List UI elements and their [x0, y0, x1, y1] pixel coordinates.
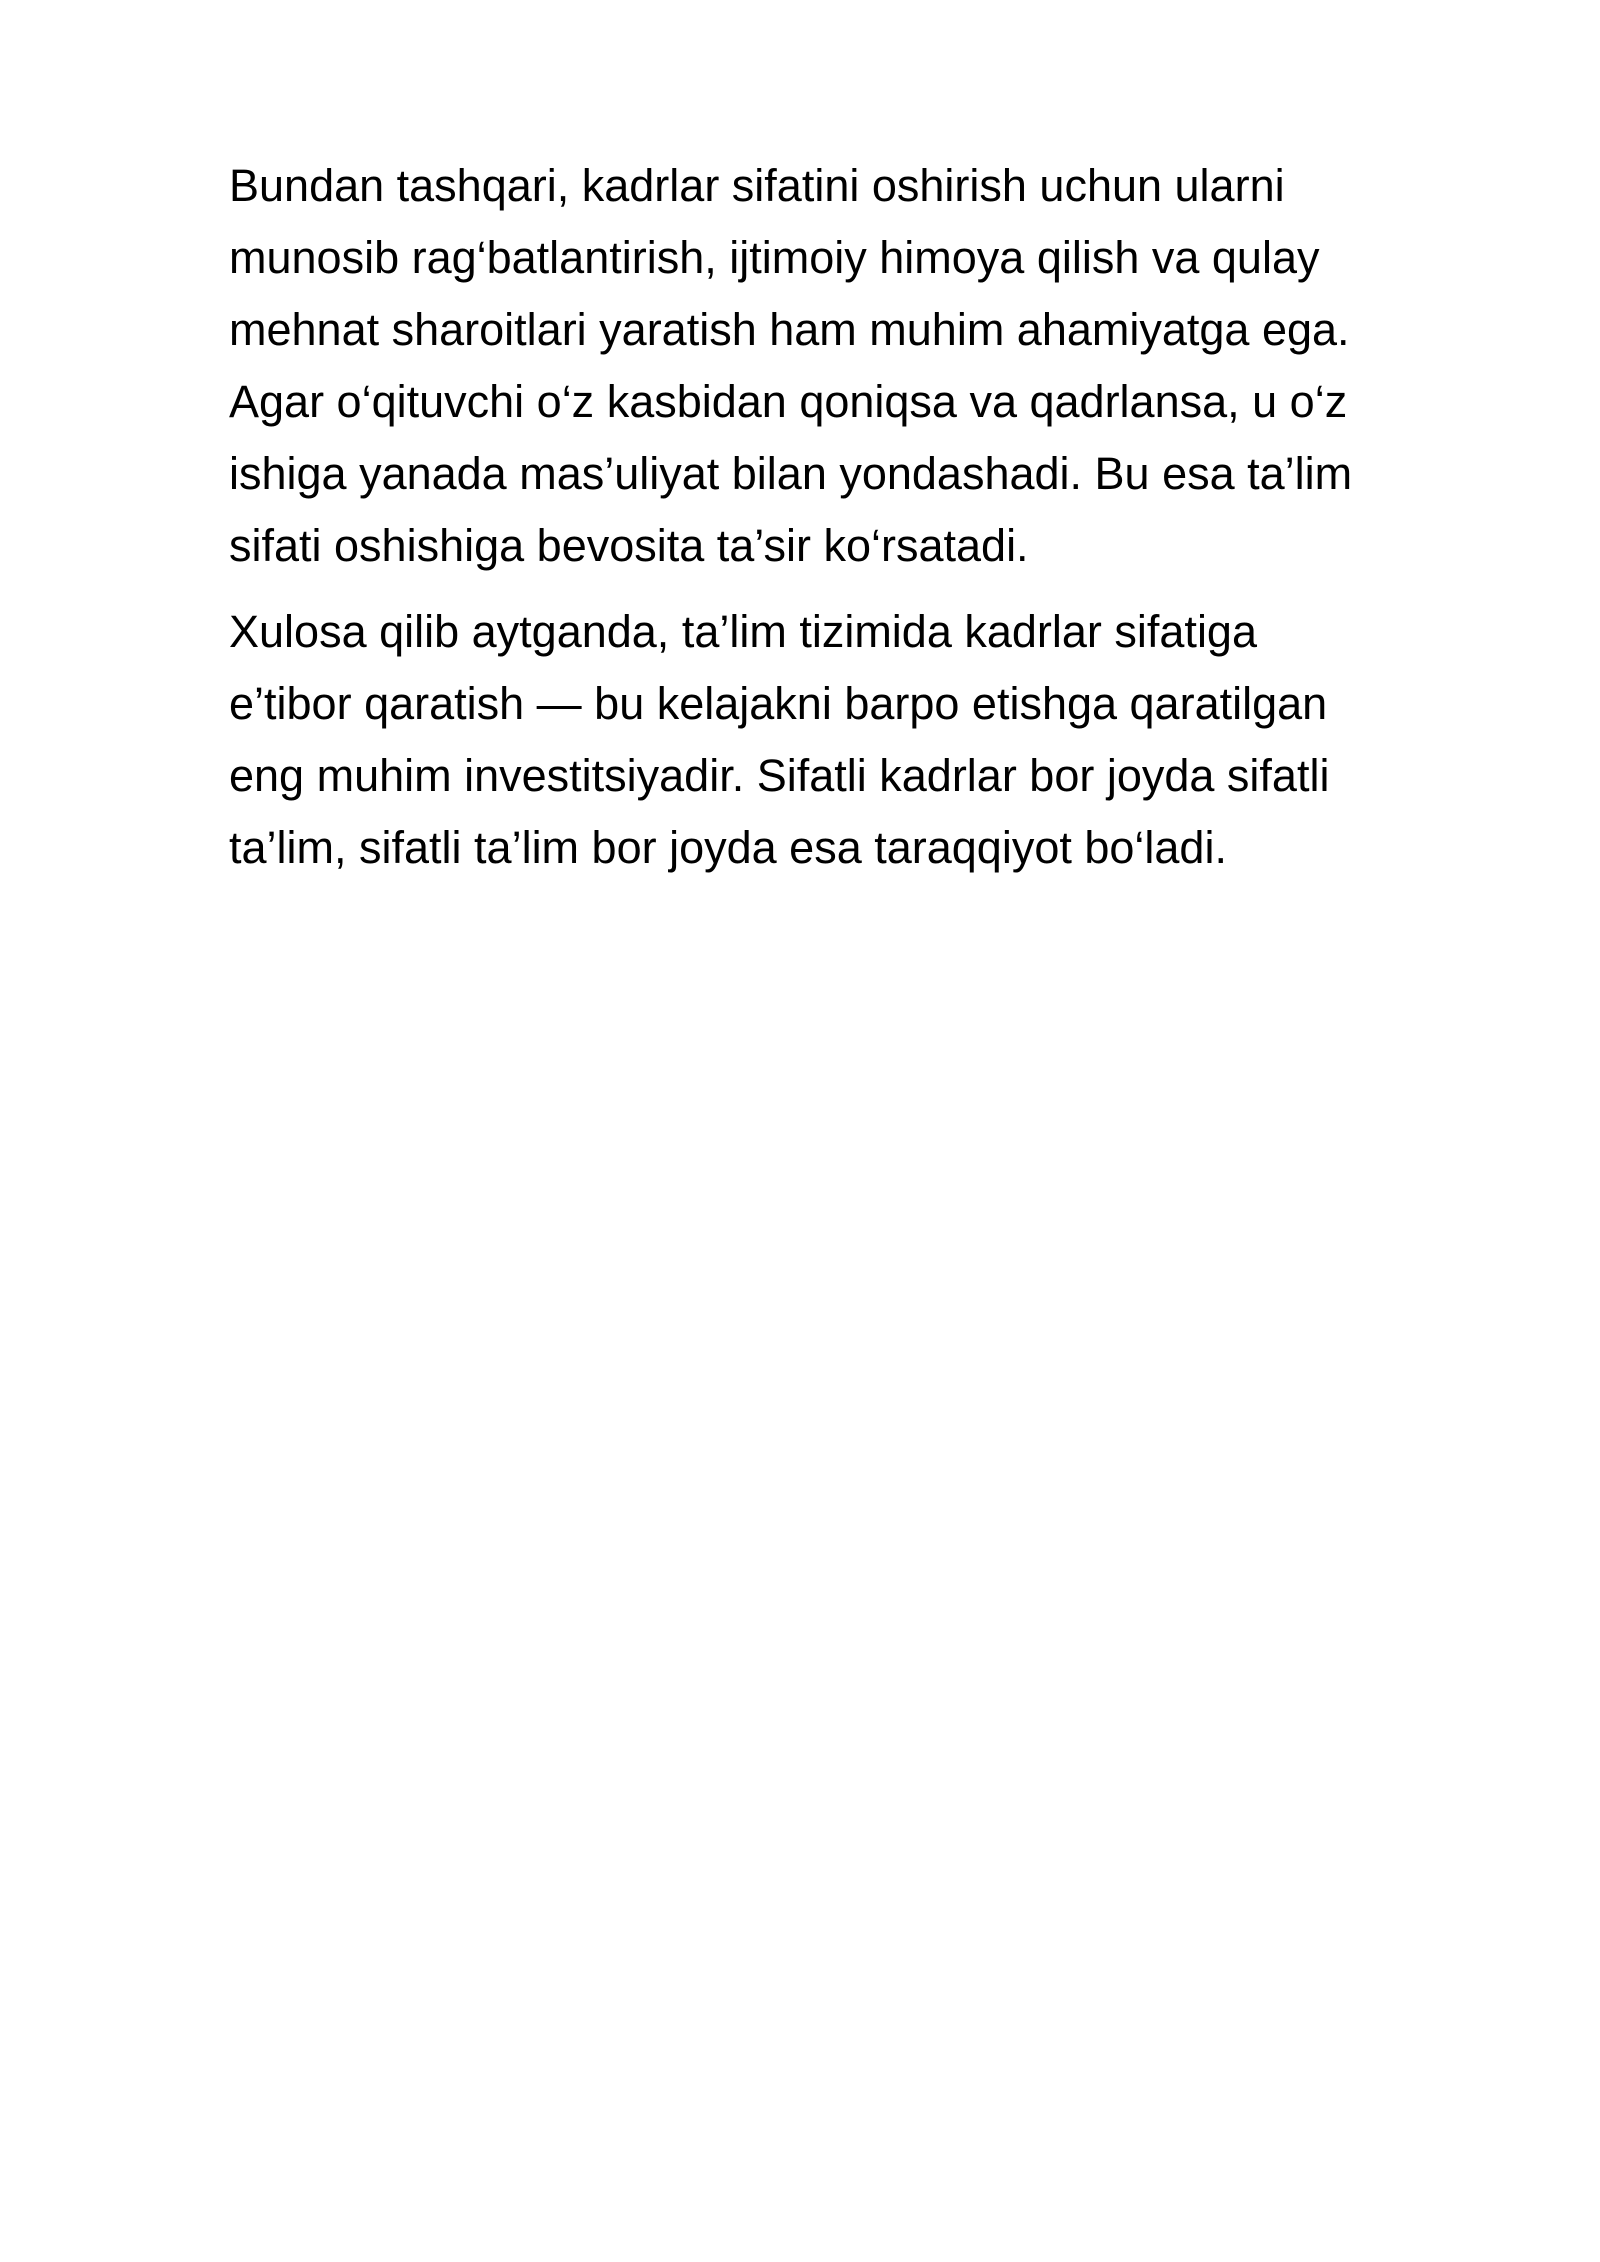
text-line: mehnat sharoitlari yaratish ham muhim ahamiyatga ega. — [229, 304, 1350, 355]
text-line: Agar o‘qituvchi o‘z kasbidan qoniqsa va qadrlansa, u o‘z — [229, 376, 1348, 427]
text-line: ishiga yanada mas’uliyat bilan yondashadi. Bu esa ta’lim — [229, 448, 1353, 499]
text-line: eng muhim investitsiyadir. Sifatli kadrlar bor joyda sifatli — [229, 750, 1330, 801]
document-body — [229, 150, 1469, 898]
text-line: Bundan tashqari, kadrlar sifatini oshirish uchun ularni — [229, 160, 1285, 211]
text-line: munosib rag‘batlantirish, ijtimoiy himoya qilish va qulay — [229, 232, 1320, 283]
paragraph-2 — [229, 596, 1469, 884]
text-line: Xulosa qilib aytganda, ta’lim tizimida kadrlar sifatiga — [229, 606, 1257, 657]
paragraph-1 — [229, 150, 1469, 582]
text-line: ta’lim, sifatli ta’lim bor joyda esa taraqqiyot bo‘ladi. — [229, 822, 1227, 873]
text-line: sifati oshishiga bevosita ta’sir ko‘rsatadi. — [229, 520, 1029, 571]
text-line: e’tibor qaratish — bu kelajakni barpo etishga qaratilgan — [229, 678, 1328, 729]
